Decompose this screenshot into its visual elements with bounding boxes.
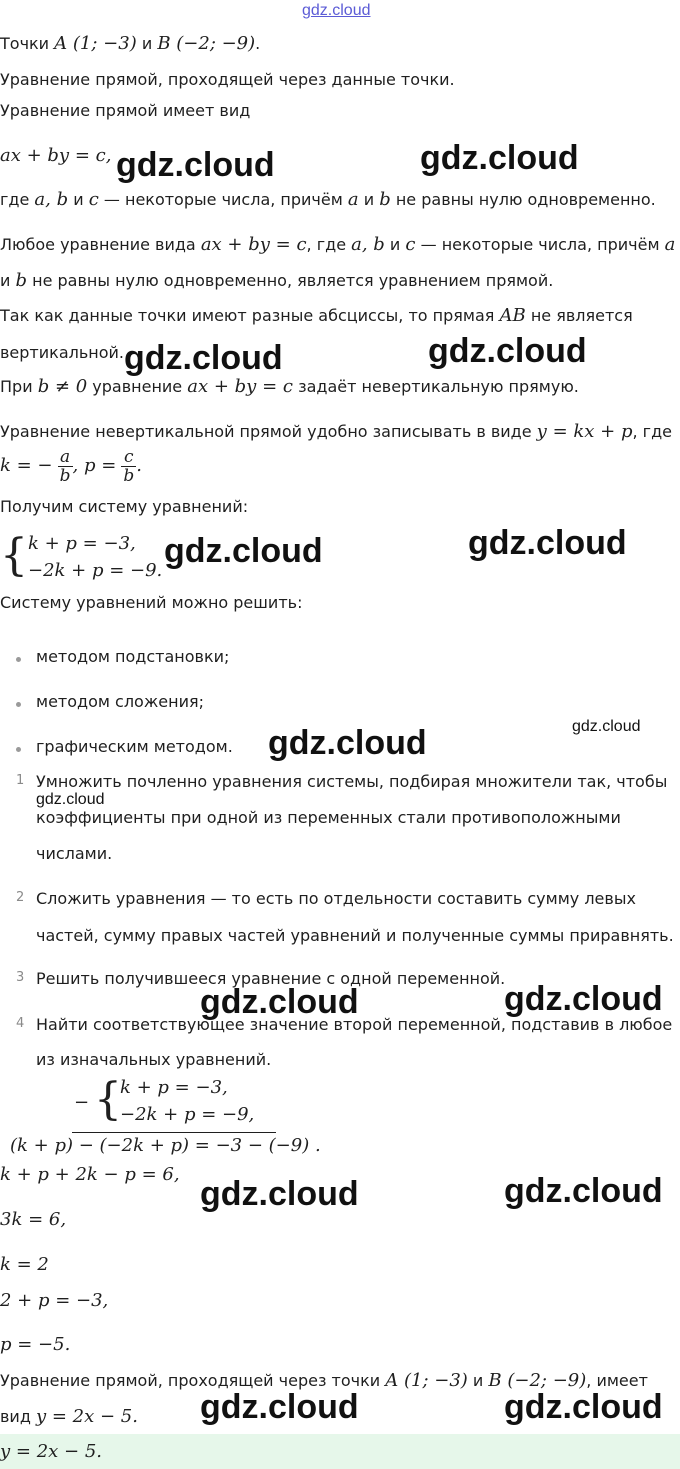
any-pre: Любое уравнение вида xyxy=(0,235,196,254)
where-c: c xyxy=(88,189,99,210)
watermark: gdz.cloud xyxy=(200,1175,359,1213)
solution-line-4: 2 + p = −3, xyxy=(0,1290,109,1311)
watermark: gdz.cloud xyxy=(200,1388,359,1426)
bullet-2 xyxy=(16,702,21,707)
where-rest: — некоторые числа, причём xyxy=(103,190,343,209)
method-addition: методом сложения; xyxy=(36,692,204,711)
line-form-text: Уравнение прямой имеет вид xyxy=(0,101,251,120)
solution-line-5: p = −5. xyxy=(0,1334,71,1355)
can-solve-text: Систему уравнений можно решить: xyxy=(0,593,303,612)
step-number-1: 1 xyxy=(16,773,25,788)
points-end: . xyxy=(255,34,261,53)
nonvert-eq: y = kx + p xyxy=(536,421,633,442)
where-and: и xyxy=(73,190,84,209)
where-pre: где xyxy=(0,190,30,209)
solution-line-2: 3k = 6, xyxy=(0,1209,67,1230)
final-eq: y = 2x − 5. xyxy=(35,1406,138,1427)
watermark: gdz.cloud xyxy=(420,139,579,177)
solution-line-1: k + p + 2k − p = 6, xyxy=(0,1164,180,1185)
watermark: gdz.cloud xyxy=(428,332,587,370)
step-1-line-3: числами. xyxy=(36,844,113,863)
final-point-b: B (−2; −9) xyxy=(488,1370,587,1391)
k-eq: k = − xyxy=(0,455,53,476)
final-vid: вид xyxy=(0,1407,31,1426)
when-eq: ax + by = c xyxy=(187,376,293,397)
final-and: и xyxy=(472,1371,484,1390)
get-system-text: Получим систему уравнений: xyxy=(0,497,249,516)
solution-line-3: k = 2 xyxy=(0,1254,49,1275)
step-1-line-2: коэффициенты при одной из переменных стали противоположными xyxy=(36,808,621,827)
minus-sign: − xyxy=(74,1092,90,1113)
watermark: gdz.cloud xyxy=(116,146,275,184)
when-line xyxy=(0,376,579,398)
watermark-small: gdz.cloud xyxy=(36,791,105,808)
any-line-2 xyxy=(0,270,553,292)
line-through-text: Уравнение прямой, проходящей через данные точки. xyxy=(0,70,455,89)
nonvertical-line xyxy=(0,421,672,443)
final-point-a: A (1; −3) xyxy=(385,1370,468,1391)
any-and: и xyxy=(389,235,401,254)
watermark: gdz.cloud xyxy=(124,339,283,377)
step-number-3: 3 xyxy=(16,970,25,985)
final-line-2 xyxy=(0,1406,138,1428)
where-b: b xyxy=(379,189,391,210)
step-2-line-1: Сложить уравнения — то есть по отдельности составить сумму левых xyxy=(36,889,636,908)
watermark: gdz.cloud xyxy=(268,724,427,762)
any-line xyxy=(0,234,675,256)
step-2-line-2: частей, сумму правых частей уравнений и полученные суммы приравнять. xyxy=(36,926,674,945)
watermark: gdz.cloud xyxy=(164,532,323,570)
final-post: , имеет xyxy=(586,1371,648,1390)
watermark-small: gdz.cloud xyxy=(572,718,641,735)
abs-ab: AB xyxy=(499,305,526,326)
when-cond: b ≠ 0 xyxy=(37,376,88,397)
where-vars: a, b xyxy=(34,189,69,210)
any-eq: ax + by = c xyxy=(200,234,307,255)
abs-pre: Так как данные точки имеют разные абсциссы, то прямая xyxy=(0,306,495,325)
fraction-c-b xyxy=(121,448,136,485)
frac2-num: c xyxy=(124,447,134,467)
solution-system-eq-1: k + p = −3, xyxy=(120,1077,228,1098)
solution-system-eq-2: −2k + p = −9, xyxy=(120,1104,255,1125)
step-1-line-1: Умножить почленно уравнения системы, подбирая множители так, чтобы xyxy=(36,772,668,791)
frac2-den: b xyxy=(123,466,135,486)
watermark: gdz.cloud xyxy=(504,1388,663,1426)
answer-box xyxy=(0,1434,680,1469)
frac1-den: b xyxy=(59,466,71,486)
general-equation: ax + by = c, xyxy=(0,145,112,166)
where-end: не равны нулю одновременно. xyxy=(395,190,656,209)
when-post: задаёт невертикальную прямую. xyxy=(298,377,579,396)
bullet-1 xyxy=(16,657,21,662)
method-substitution: методом подстановки; xyxy=(36,647,230,666)
abscissa-line xyxy=(0,305,633,327)
any2-and: и xyxy=(0,271,11,290)
any-mid: , где xyxy=(306,235,347,254)
where-and-2: и xyxy=(363,190,375,209)
system-brace: { xyxy=(0,530,28,581)
step-4-line-2: из изначальных уравнений. xyxy=(36,1050,272,1069)
point-a: A (1; −3) xyxy=(54,33,137,54)
any-vars: a, b xyxy=(351,234,385,255)
nonvert-post: , где xyxy=(632,422,672,441)
frac-end: . xyxy=(136,455,142,476)
step-4-line-1: Найти соответствующее значение второй переменной, подставив в любое xyxy=(36,1015,673,1034)
watermark: gdz.cloud xyxy=(200,983,359,1021)
vertical-text: вертикальной. xyxy=(0,343,125,362)
solution-brace: { xyxy=(94,1074,122,1125)
fraction-a-b xyxy=(58,448,73,485)
step-number-2: 2 xyxy=(16,890,25,905)
abs-post: не является xyxy=(530,306,633,325)
system-eq-2: −2k + p = −9. xyxy=(28,560,163,581)
p-eq: , p = xyxy=(72,455,117,476)
points-and: и xyxy=(141,34,153,53)
method-graphic: графическим методом. xyxy=(36,737,233,756)
any2-rest: не равны нулю одновременно, является уравнением прямой. xyxy=(32,271,554,290)
watermark: gdz.cloud xyxy=(504,980,663,1018)
answer-equation: y = 2x − 5. xyxy=(0,1441,102,1462)
frac1-num: a xyxy=(59,447,71,467)
site-header[interactable]: gdz.cloud xyxy=(302,2,371,19)
points-line xyxy=(0,33,260,55)
difference-equation: (k + p) − (−2k + p) = −3 − (−9) . xyxy=(10,1135,321,1156)
any-rest: — некоторые числа, причём xyxy=(420,235,660,254)
any2-b: b xyxy=(15,270,28,291)
nonvert-pre: Уравнение невертикальной прямой удобно записывать в виде xyxy=(0,422,532,441)
when-pre: При xyxy=(0,377,33,396)
subtraction-line xyxy=(72,1132,276,1133)
bullet-3 xyxy=(16,747,21,752)
point-b: B (−2; −9) xyxy=(157,33,256,54)
watermark: gdz.cloud xyxy=(468,524,627,562)
when-mid: уравнение xyxy=(92,377,183,396)
k-p-formulas xyxy=(0,444,142,488)
step-number-4: 4 xyxy=(16,1016,25,1031)
where-line xyxy=(0,189,656,211)
any-a: a xyxy=(664,234,676,255)
final-pre: Уравнение прямой, проходящей через точки xyxy=(0,1371,381,1390)
step-3-line-1: Решить получившееся уравнение с одной переменной. xyxy=(36,969,506,988)
watermark: gdz.cloud xyxy=(504,1172,663,1210)
where-a: a xyxy=(347,189,359,210)
points-prefix: Точки xyxy=(0,34,50,53)
any-c: c xyxy=(405,234,416,255)
system-eq-1: k + p = −3, xyxy=(28,533,136,554)
